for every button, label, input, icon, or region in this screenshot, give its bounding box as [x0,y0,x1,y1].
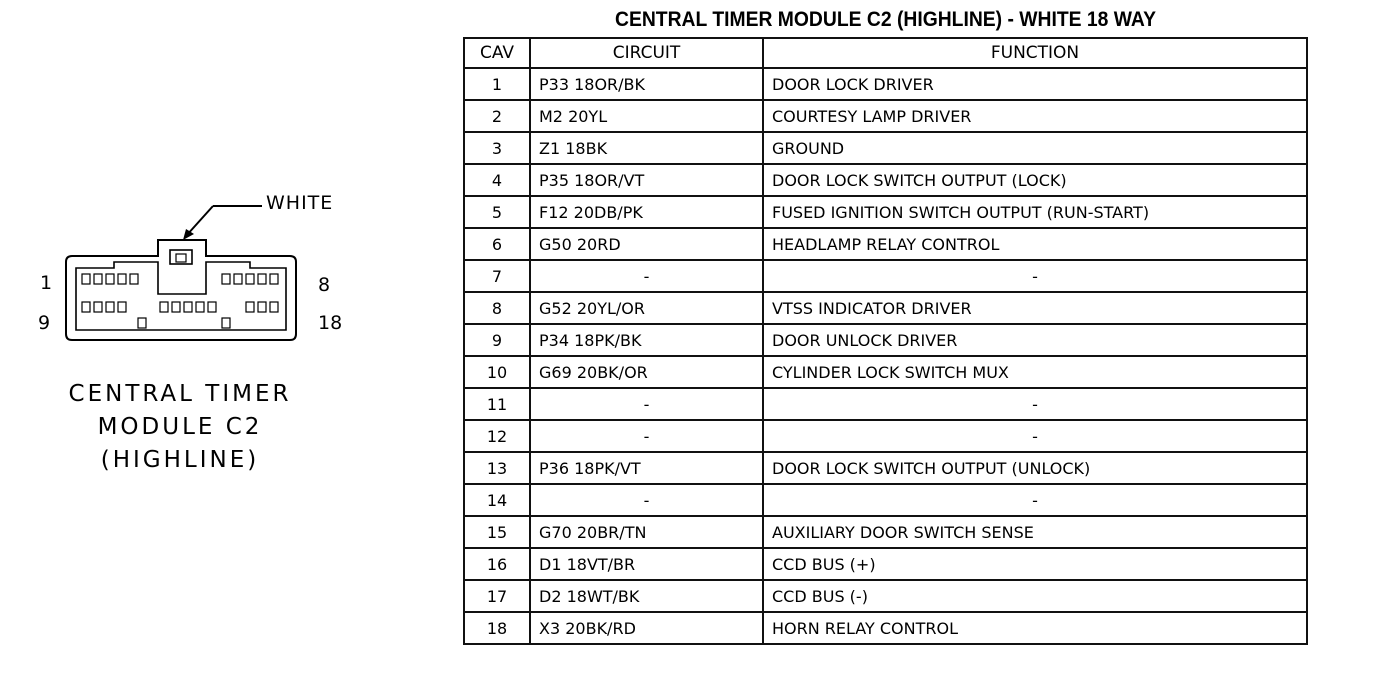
function-cell: DOOR LOCK DRIVER [763,68,1307,100]
top-row-cavities [82,274,278,284]
circuit-cell: G70 20BR/TN [530,516,763,548]
cav-cell: 18 [464,612,530,644]
circuit-cell: P35 18OR/VT [530,164,763,196]
table-row [464,68,1307,100]
pinout-table [463,37,1308,645]
table-row [464,196,1307,228]
circuit-cell: - [530,484,763,516]
circuit-cell: Z1 18BK [530,132,763,164]
connector-color-label: WHITE [266,192,334,214]
table-row [464,132,1307,164]
caption-line: (HIGHLINE) [100,447,260,473]
circuit-cell: P33 18OR/BK [530,68,763,100]
caption-line: CENTRAL TIMER [68,381,292,407]
caption-line: MODULE C2 [97,414,263,440]
circuit-cell: F12 20DB/PK [530,196,763,228]
function-cell: DOOR LOCK SWITCH OUTPUT (LOCK) [763,164,1307,196]
circuit-cell: D2 18WT/BK [530,580,763,612]
connector-latch-inner [176,254,186,262]
function-cell: CCD BUS (+) [763,548,1307,580]
table-row [464,580,1307,612]
table-title: CENTRAL TIMER MODULE C2 (HIGHLINE) - WHITE 18 WAY [615,8,1156,31]
cav-cell: 11 [464,388,530,420]
header-circuit: CIRCUIT [530,38,763,68]
circuit-cell: M2 20YL [530,100,763,132]
circuit-cell: X3 20BK/RD [530,612,763,644]
function-cell: HEADLAMP RELAY CONTROL [763,228,1307,260]
circuit-cell: - [530,388,763,420]
table-row [464,612,1307,644]
pin-label-top-left: 1 [40,272,53,294]
function-cell: VTSS INDICATOR DRIVER [763,292,1307,324]
circuit-cell: G52 20YL/OR [530,292,763,324]
cav-cell: 5 [464,196,530,228]
function-cell: - [763,260,1307,292]
circuit-cell: D1 18VT/BR [530,548,763,580]
leader-arrowhead [183,229,194,240]
table-row [464,228,1307,260]
connector-diagram [0,0,440,676]
cav-cell: 15 [464,516,530,548]
table-row [464,484,1307,516]
circuit-cell: - [530,260,763,292]
cav-cell: 16 [464,548,530,580]
cav-cell: 2 [464,100,530,132]
table-row [464,516,1307,548]
bottom-row-cavities [82,302,278,328]
cav-cell: 6 [464,228,530,260]
circuit-cell: G50 20RD [530,228,763,260]
table-row [464,452,1307,484]
pin-label-bottom-right: 18 [318,312,343,334]
table-row [464,292,1307,324]
function-cell: DOOR UNLOCK DRIVER [763,324,1307,356]
circuit-cell: - [530,420,763,452]
table-row [464,356,1307,388]
table-row [464,324,1307,356]
table-row [464,388,1307,420]
function-cell: - [763,420,1307,452]
function-cell: GROUND [763,132,1307,164]
function-cell: DOOR LOCK SWITCH OUTPUT (UNLOCK) [763,452,1307,484]
table-row [464,100,1307,132]
function-cell: CCD BUS (-) [763,580,1307,612]
function-cell: HORN RELAY CONTROL [763,612,1307,644]
cav-cell: 3 [464,132,530,164]
table-body [464,68,1307,644]
cav-cell: 7 [464,260,530,292]
function-cell: - [763,388,1307,420]
table-row [464,260,1307,292]
cav-cell: 10 [464,356,530,388]
circuit-cell: P36 18PK/VT [530,452,763,484]
circuit-cell: P34 18PK/BK [530,324,763,356]
function-cell: COURTESY LAMP DRIVER [763,100,1307,132]
cav-cell: 12 [464,420,530,452]
function-cell: CYLINDER LOCK SWITCH MUX [763,356,1307,388]
cav-cell: 17 [464,580,530,612]
pin-label-bottom-left: 9 [38,312,51,334]
cav-cell: 4 [464,164,530,196]
table-row [464,420,1307,452]
cav-cell: 8 [464,292,530,324]
table-row [464,164,1307,196]
connector-face-drawing [0,0,440,676]
table-header-row [464,38,1307,68]
cav-cell: 9 [464,324,530,356]
table-row [464,548,1307,580]
leader-line-diagonal [186,206,213,236]
connector-caption [60,378,300,477]
cav-cell: 14 [464,484,530,516]
header-function: FUNCTION [763,38,1307,68]
connector-outline [66,240,296,340]
cav-cell: 1 [464,68,530,100]
pin-label-top-right: 8 [318,274,331,296]
cav-cell: 13 [464,452,530,484]
connector-inner-outline [76,262,286,330]
function-cell: FUSED IGNITION SWITCH OUTPUT (RUN-START) [763,196,1307,228]
function-cell: AUXILIARY DOOR SWITCH SENSE [763,516,1307,548]
circuit-cell: G69 20BK/OR [530,356,763,388]
function-cell: - [763,484,1307,516]
header-cav: CAV [464,38,530,68]
